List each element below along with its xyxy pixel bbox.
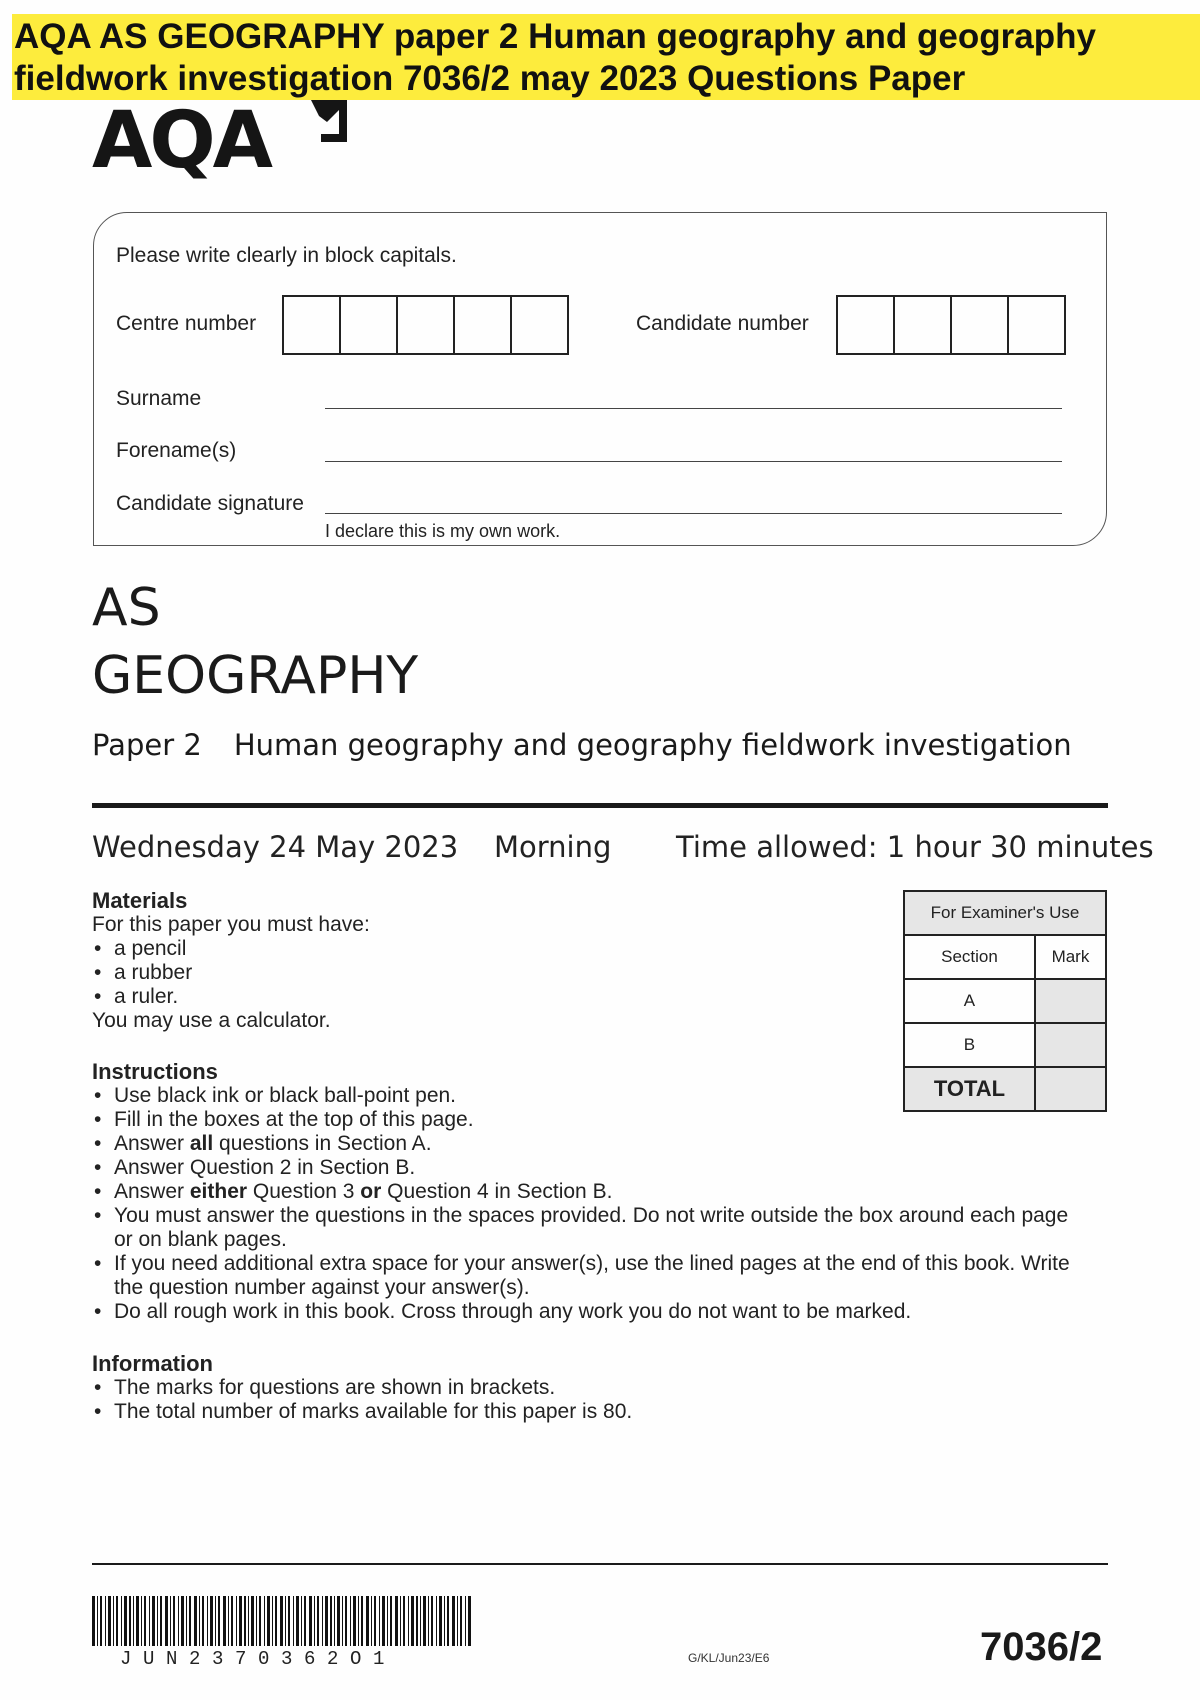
materials-item: • a ruler.	[92, 985, 370, 1009]
digit-box[interactable]	[895, 297, 952, 353]
information-item: • The marks for questions are shown in brackets.	[92, 1376, 632, 1400]
instruction-item: • If you need additional extra space for your answer(s), use the lined pages at the end of this book. Write the question number against your answer(s).	[92, 1252, 1092, 1300]
paper-description: Human geography and geography fieldwork investigation	[233, 728, 1072, 762]
banner-line-1: AQA AS GEOGRAPHY paper 2 Human geography and geography	[14, 17, 1096, 56]
aqa-logo	[92, 96, 271, 186]
title-divider	[92, 803, 1108, 808]
block-capitals-instruction: Please write clearly in block capitals.	[116, 244, 457, 267]
materials-section	[92, 888, 370, 1033]
information-section	[92, 1351, 632, 1424]
surname-field[interactable]	[325, 408, 1062, 409]
aqa-logo-mark-icon	[307, 98, 351, 146]
exam-date: Wednesday 24 May 2023	[92, 830, 459, 864]
candidate-number-label: Candidate number	[636, 312, 809, 335]
banner-line-2: fieldwork investigation 7036/2 may 2023 Questions Paper	[14, 59, 966, 98]
barcode-icon	[92, 1596, 474, 1646]
total-label: TOTAL	[904, 1067, 1035, 1111]
instruction-item: • Answer either Question 3 or Question 4 in Section B.	[92, 1180, 1092, 1204]
centre-number-boxes[interactable]	[282, 295, 569, 355]
examiners-use-table	[903, 890, 1107, 1112]
section-a-label: A	[904, 979, 1035, 1023]
mark-column-header: Mark	[1035, 935, 1106, 979]
section-column-header: Section	[904, 935, 1035, 979]
instruction-item: • Answer all questions in Section A.	[92, 1132, 1092, 1156]
digit-box[interactable]	[455, 297, 512, 353]
section-b-mark	[1035, 1023, 1106, 1067]
footer-divider	[92, 1563, 1108, 1565]
materials-heading: Materials	[92, 888, 188, 913]
information-item: • The total number of marks available for this paper is 80.	[92, 1400, 632, 1424]
calculator-note: You may use a calculator.	[92, 1009, 331, 1032]
digit-box[interactable]	[1009, 297, 1064, 353]
forenames-label: Forename(s)	[116, 439, 237, 462]
information-heading: Information	[92, 1351, 213, 1376]
time-allowed: Time allowed: 1 hour 30 minutes	[676, 830, 1154, 864]
digit-box[interactable]	[838, 297, 895, 353]
aqa-logo-text: AQA	[92, 96, 271, 186]
centre-number-label: Centre number	[116, 312, 257, 335]
instruction-item: • Fill in the boxes at the top of this page.	[92, 1108, 1092, 1132]
examiners-use-title: For Examiner's Use	[904, 891, 1106, 935]
instruction-item: • Do all rough work in this book. Cross through any work you do not want to be marked.	[92, 1300, 1092, 1324]
subject-name: GEOGRAPHY	[92, 646, 419, 706]
digit-box[interactable]	[341, 297, 398, 353]
barcode-digits: JUN2370362O1	[120, 1648, 397, 1670]
digit-box[interactable]	[284, 297, 341, 353]
total-mark	[1035, 1067, 1106, 1111]
digit-box[interactable]	[512, 297, 567, 353]
materials-intro: For this paper you must have:	[92, 913, 370, 936]
subject-level: AS	[92, 578, 161, 638]
surname-label: Surname	[116, 387, 202, 410]
candidate-number-boxes[interactable]	[836, 295, 1066, 355]
section-a-mark	[1035, 979, 1106, 1023]
instruction-item: • Answer Question 2 in Section B.	[92, 1156, 1092, 1180]
section-b-label: B	[904, 1023, 1035, 1067]
materials-item: • a rubber	[92, 961, 370, 985]
instructions-heading: Instructions	[92, 1059, 218, 1084]
forenames-field[interactable]	[325, 461, 1062, 462]
paper-number: Paper 2	[92, 728, 202, 762]
reference-code: G/KL/Jun23/E6	[688, 1651, 770, 1665]
paper-code: 7036/2	[980, 1625, 1103, 1669]
exam-session: Morning	[494, 830, 612, 864]
digit-box[interactable]	[952, 297, 1009, 353]
paper-title	[92, 728, 1072, 762]
digit-box[interactable]	[398, 297, 455, 353]
signature-field[interactable]	[325, 513, 1062, 514]
instruction-item: • You must answer the questions in the spaces provided. Do not write outside the box around each page or on blank pages.	[92, 1204, 1092, 1252]
signature-label: Candidate signature	[116, 492, 304, 515]
instruction-item: • Use black ink or black ball-point pen.	[92, 1084, 1092, 1108]
materials-item: • a pencil	[92, 937, 370, 961]
own-work-declaration: I declare this is my own work.	[325, 521, 561, 541]
title-banner	[12, 14, 1200, 100]
